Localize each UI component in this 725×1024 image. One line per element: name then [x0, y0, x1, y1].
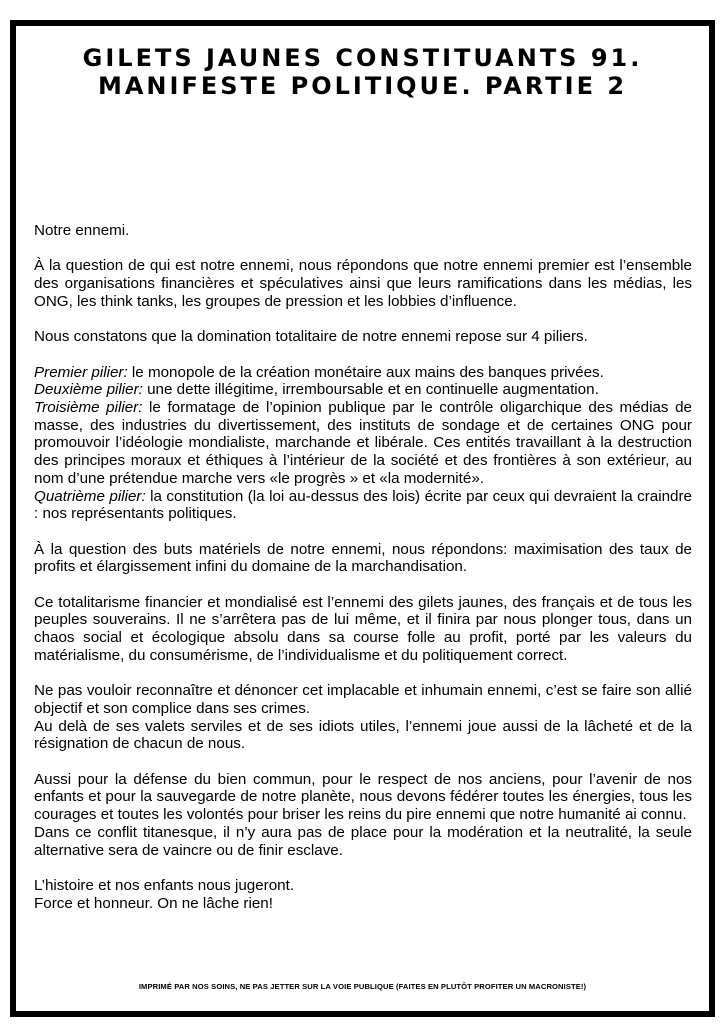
section-heading: Notre ennemi.: [34, 222, 130, 239]
pillar-3: [34, 399, 692, 488]
title-line-1: GILETS JAUNES CONSTITUANTS 91.: [82, 44, 643, 72]
paragraph-conflict: Dans ce conflit titanesque, il n’y aura pas de place pour la modération et la neutralité, la seule alternative sera de vaincre ou de finir esclave.: [34, 823, 692, 859]
paragraph-pillars-intro: Nous constatons que la domination totalitaire de notre ennemi repose sur 4 piliers.: [34, 328, 588, 346]
pillar-2-label: Deuxième pilier:: [34, 381, 143, 399]
closing-line-2: Force et honneur. On ne lâche rien!: [34, 894, 273, 912]
paragraph-denounce: Ne pas vouloir reconnaître et dénoncer cet implacable et inhumain ennemi, c’est se faire son allié objectif et son complice dans ses crimes.: [34, 682, 692, 717]
paragraph-enemy-definition: À la question de qui est notre ennemi, nous répondons que notre ennemi premier est l’ensemble des organisations financières et spéculatives ainsi que leurs ramifications dans les médias, les ONG, les think tanks, les groupes de pression et les lobbies d’influence.: [34, 257, 692, 310]
paragraph-enemy-goals: À la question des buts matériels de notre ennemi, nous répondons: maximisation des taux de profits et élargissement infini du domaine de la marchandisation.: [34, 540, 692, 576]
footer-notice: IMPRIMÉ PAR NOS SOINS, NE PAS JETTER SUR LA VOIE PUBLIQUE (FAITES EN PLUTÔT PROFITER UN MACRONISTE!): [138, 982, 587, 991]
pillar-4: [34, 488, 692, 523]
manifesto-body: [34, 222, 692, 912]
pillar-2: [34, 381, 692, 399]
pillar-2-text: une dette illégitime, irremboursable et en continuelle augmentation.: [142, 381, 599, 399]
title-line-2: MANIFESTE POLITIQUE. PARTIE 2: [97, 72, 628, 100]
pillar-3-text: le formatage de l’opinion publique par le contrôle oligarchique des médias de masse, des industries du divertissement, des instituts de sondage et de certaines ONG pour promouvoir l’idéologie mondialiste, marchande et libérale. Ces entités travaillant à la destruction des principes moraux et éthiques à l’intérieur de la société et des frontières à son extérieur, au nom d’une prétendue marche vers «le progrès » et «la modernité».: [34, 398, 692, 487]
pillar-1-text: le monopole de la création monétaire aux mains des banques privées.: [127, 363, 604, 381]
pillar-1: [34, 364, 692, 382]
paragraph-resignation: Au delà de ses valets serviles et de ses idiots utiles, l’ennemi joue aussi de la lâcheté et de la résignation de chacun de nous.: [34, 717, 692, 753]
paragraph-totalitarianism: Ce totalitarisme financier et mondialisé est l’ennemi des gilets jaunes, des français et de tous les peuples souverains. Il ne s’arrêtera pas de lui même, et il finira par nous plonger tous, dans un chaos social et écologique absolu dans sa course folle au profit, porté par les valeurs du matérialisme, du consumérisme, de l’individualisme et du politiquement correct.: [34, 593, 692, 664]
page-border: [10, 20, 715, 1017]
pillar-4-label: Quatrième pilier:: [34, 487, 146, 505]
page-title: [16, 44, 709, 100]
pillar-3-label: Troisième pilier:: [34, 398, 143, 416]
pillar-1-label: Premier pilier:: [34, 363, 128, 381]
pillar-4-text: la constitution (la loi au-dessus des lois) écrite par ceux qui devraient la craindre : nos représentants politiques.: [34, 487, 692, 523]
closing-line-1: L’histoire et nos enfants nous jugeront.: [34, 876, 295, 894]
paragraph-call-to-action: Aussi pour la défense du bien commun, pour le respect de nos anciens, pour l’avenir de nos enfants et pour la sauvegarde de notre planète, nous devons fédérer toutes les énergies, tous les courages et toutes les volontés pour briser les reins du pire ennemi que notre humanité ai connu.: [34, 770, 692, 824]
